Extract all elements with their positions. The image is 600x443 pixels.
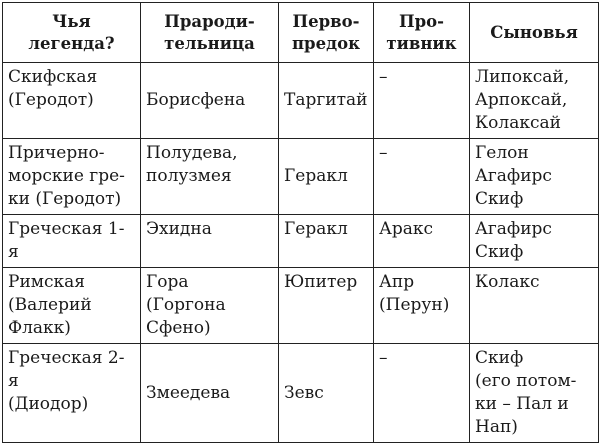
cell-forefather: Юпитер xyxy=(279,268,374,344)
cell-sons: Гелон Агафирс Скиф xyxy=(470,139,599,215)
header-row xyxy=(3,3,599,63)
cell-forefather: Геракл xyxy=(279,139,374,215)
cell-legend: Скифская (Геродот) xyxy=(3,63,141,139)
cell-ancestress: Гора (Горгона Сфено) xyxy=(141,268,279,344)
cell-ancestress: Эхидна xyxy=(141,215,279,268)
cell-adversary: – xyxy=(374,63,470,139)
header-sons: Сыновья xyxy=(470,3,599,63)
cell-adversary: Аракс xyxy=(374,215,470,268)
header-adversary: Про- тивник xyxy=(374,3,470,63)
header-ancestress: Прароди- тельница xyxy=(141,3,279,63)
cell-forefather: Зевс xyxy=(279,344,374,443)
legends-table xyxy=(2,2,599,443)
table-row xyxy=(3,215,599,268)
header-forefather: Перво- предок xyxy=(279,3,374,63)
cell-legend: Причерно- морские гре- ки (Геродот) xyxy=(3,139,141,215)
cell-sons: Колакс xyxy=(470,268,599,344)
cell-sons: Скиф (его потом- ки – Пал и Нап) xyxy=(470,344,599,443)
cell-adversary: Апр (Перун) xyxy=(374,268,470,344)
cell-sons: Агафирс Скиф xyxy=(470,215,599,268)
cell-ancestress: Полудева, полузмея xyxy=(141,139,279,215)
cell-legend: Римская (Валерий Флакк) xyxy=(3,268,141,344)
cell-ancestress: Борисфена xyxy=(141,63,279,139)
table-row xyxy=(3,139,599,215)
cell-forefather: Таргитай xyxy=(279,63,374,139)
cell-sons: Липоксай, Арпоксай, Колаксай xyxy=(470,63,599,139)
header-legend: Чья легенда? xyxy=(3,3,141,63)
cell-legend: Греческая 1-я xyxy=(3,215,141,268)
cell-forefather: Геракл xyxy=(279,215,374,268)
cell-legend: Греческая 2-я (Диодор) xyxy=(3,344,141,443)
table-row xyxy=(3,63,599,139)
cell-adversary: – xyxy=(374,344,470,443)
table-row xyxy=(3,344,599,443)
cell-ancestress: Змеедева xyxy=(141,344,279,443)
table-row xyxy=(3,268,599,344)
cell-adversary: – xyxy=(374,139,470,215)
